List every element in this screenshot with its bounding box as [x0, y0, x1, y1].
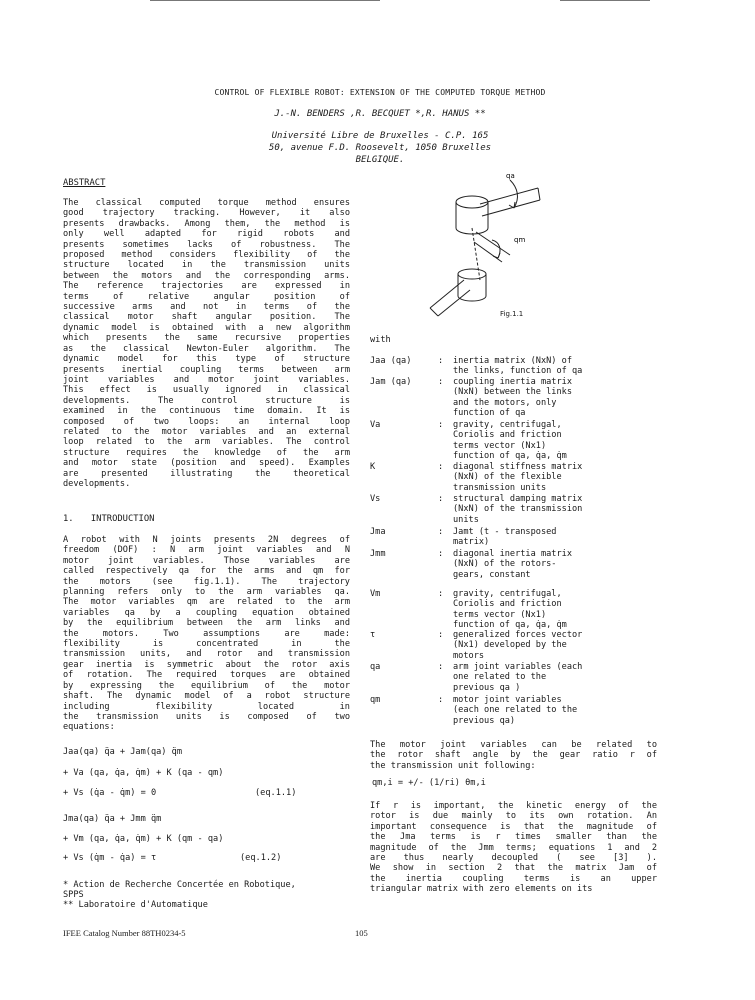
glossary-definition-line: inertia matrix (NxN) of [453, 356, 572, 366]
glossary-symbol: Jaa (qa) [370, 356, 412, 366]
abstract-line: presents inertial coupling terms between arm [63, 364, 350, 375]
abstract-line: presents sometimes lacks of robustness. The [63, 239, 350, 250]
equation-1-line-3: + Vs (q̇a - q̇m) = 0 [63, 788, 157, 798]
glossary-intro: with [370, 335, 391, 345]
abstract-line: proposed method considers flexibility of the [63, 250, 350, 261]
glossary-symbol: Jam (qa) [370, 377, 412, 387]
abstract-heading: ABSTRACT [63, 178, 106, 188]
abstract-line: joint variables and motor joint variables. [63, 374, 350, 385]
figure-label-qm: qm [514, 236, 526, 244]
glossary-colon: : [438, 420, 444, 430]
glossary-definition-line: motor joint variables [453, 695, 562, 705]
glossary-definition-line: (NxN) of the flexible [453, 472, 562, 483]
glossary-definition-line: function of qa, q̇a, q̇m [453, 620, 567, 631]
glossary-definition-line: the links, function of qa [453, 366, 583, 377]
glossary-definition-line: (NxN) between the links [453, 387, 572, 398]
abstract-line: structure located in the transmission units [63, 260, 350, 271]
affiliation-3: BELGIQUE. [355, 155, 405, 165]
right-para1-line: the transmission unit following: [370, 760, 536, 771]
abstract-line: between the motors and the corresponding arms. [63, 270, 350, 281]
footnote-1: * Action de Recherche Concertée en Robotique, [63, 880, 296, 890]
abstract-line: dynamic model for this type of structure [63, 354, 350, 365]
right-para1-line: the rotor shaft angle by the gear ratio r of [370, 750, 657, 761]
glossary-symbol: τ [370, 630, 376, 640]
robot-joint-figure [410, 170, 580, 320]
abstract-line: The reference trajectories are expressed in [63, 281, 350, 292]
glossary-symbol: K [370, 462, 376, 472]
lower-link [430, 280, 464, 308]
glossary-definition-line: arm joint variables (each [453, 662, 583, 672]
axis-line [472, 228, 480, 280]
right-para2-line: the Jma terms is r times smaller than the [370, 832, 657, 843]
intro-line: called respectively qa for the arms and qm for [63, 566, 350, 577]
glossary-colon: : [438, 494, 444, 504]
intro-line: motor joint variables. Those variables are [63, 555, 350, 566]
intro-title: INTRODUCTION [90, 514, 155, 524]
glossary-symbol: qm [370, 695, 381, 705]
intro-line: shaft. The dynamic model of a robot structure [63, 691, 350, 702]
glossary-definition-line: coupling inertia matrix [453, 377, 572, 387]
right-para2-line: are thus nearly decoupled ( see [3] ). [370, 853, 657, 864]
abstract-line: successive arms and not in terms of the [63, 302, 350, 313]
glossary-definition-line: (Nx1) developed by the [453, 640, 567, 651]
equation-1-label: (eq.1.1) [255, 788, 297, 798]
intro-line: the motors. Two assumptions are made: [63, 628, 350, 639]
glossary-colon: : [438, 630, 444, 640]
intro-line: the motors (see fig.1.1). The trajectory [63, 576, 350, 587]
glossary-symbol: Jma [370, 527, 386, 537]
top-rule-left [150, 0, 380, 1]
intro-line: flexibility is concentrated in the [63, 639, 350, 650]
glossary-definition-line: motors [453, 650, 485, 661]
glossary-definition-line: (NxN) of the transmission [453, 504, 583, 515]
right-para2-line: important consequence is that the magnitude of [370, 821, 657, 832]
abstract-line: dynamic model is obtained with a new algorithm [63, 322, 350, 333]
glossary-colon: : [438, 356, 444, 366]
glossary-definition-line: Coriolis and friction [453, 599, 562, 610]
glossary-definition [453, 377, 658, 419]
lower-joint-cylinder-top [458, 269, 486, 279]
glossary-definition [453, 695, 658, 726]
equation-2-label: (eq.1.2) [240, 853, 282, 863]
intro-line: including flexibility located in [63, 701, 350, 712]
intro-line: of rotation. The required torques are obtained [63, 670, 350, 681]
intro-line: equations: [63, 722, 115, 733]
glossary-definition-line: previous qa) [453, 715, 516, 726]
glossary-definition-line: terms vector (Nx1) [453, 440, 547, 451]
glossary-definition-line: matrix) [453, 537, 490, 548]
intro-heading [63, 514, 154, 524]
glossary-definition [453, 589, 658, 631]
abstract-line: as the classical Newton-Euler algorithm. The [63, 343, 350, 354]
abstract-line: and motor state (position and speed). Examples [63, 458, 350, 469]
glossary-symbol: Va [370, 420, 381, 430]
affiliation-1: Université Libre de Bruxelles - C.P. 165 [271, 131, 489, 141]
glossary-colon: : [438, 527, 444, 537]
intro-line: the transmission units is composed of two [63, 711, 350, 722]
equation-1-line-2: + Va (qa, q̇a, q̇m) + K (qa - qm) [63, 768, 224, 778]
equation-2-line-1: Jma(qa) q̈a + Jmm q̈m [63, 814, 162, 824]
glossary-colon: : [438, 377, 444, 387]
intro-line: by the equilibrium between the arm links and [63, 618, 350, 629]
intro-line: The motor variables qm are related to the arm [63, 597, 350, 608]
right-para2-line: triangular matrix with zero elements on its [370, 884, 593, 895]
glossary-definition [453, 630, 658, 661]
glossary-definition-line: diagonal inertia matrix [453, 549, 572, 559]
intro-body [63, 535, 350, 733]
glossary-definition-line: terms vector (Nx1) [453, 609, 547, 620]
glossary-definition-line: Coriolis and friction [453, 430, 562, 441]
intro-line: planning refers only to the arm variables qa. [63, 587, 350, 598]
right-para2-line: We show in section 2 that the matrix Jam of [370, 863, 657, 874]
intro-line: A robot with N joints presents 2N degrees of [63, 535, 350, 545]
glossary-definition-line: one related to the [453, 672, 547, 683]
glossary-definition [453, 549, 658, 580]
glossary-definition-line: and the motors, only [453, 397, 557, 408]
figure-caption: Fig.1.1 [500, 310, 524, 318]
intro-line: by expressing the equilibrium of the motor [63, 680, 350, 691]
glossary-definition-line: units [453, 514, 479, 525]
upper-link [480, 188, 538, 204]
abstract-line: which presents the same recursive properties [63, 333, 350, 344]
gear-ratio-formula: qm,i = +/- (1/ri) θm,i [372, 778, 486, 788]
glossary-definition-line: gears, constant [453, 569, 531, 580]
glossary-definition [453, 494, 658, 525]
authors: J.-N. BENDERS ,R. BECQUET *,R. HANUS ** [274, 109, 486, 119]
page-number: 105 [355, 928, 368, 938]
glossary-symbol: Vs [370, 494, 381, 504]
abstract-line: structure requires the knowledge of the arm [63, 447, 350, 458]
glossary-definition-line: diagonal stiffness matrix [453, 462, 583, 472]
intro-line: gear inertia is symmetric about the rotor axis [63, 659, 350, 670]
glossary-definition-line: generalized forces vector [453, 630, 583, 640]
top-rule-right [560, 0, 650, 1]
glossary-colon: : [438, 695, 444, 705]
paper-title: CONTROL OF FLEXIBLE ROBOT: EXTENSION OF THE COMPUTED TORQUE METHOD [214, 88, 546, 97]
abstract-line: composed of two loops: an internal loop [63, 416, 350, 427]
glossary-definition-line: function of qa [453, 408, 526, 419]
abstract-line: presents drawbacks. Among them, the method is [63, 218, 350, 229]
abstract-line: terms of relative angular position of [63, 291, 350, 302]
right-para1-line: The motor joint variables can be related to [370, 740, 657, 750]
glossary-definition-line: previous qa ) [453, 682, 521, 693]
equation-1-line-1: Jaa(qa) q̈a + Jam(qa) q̈m [63, 747, 182, 757]
equation-2-line-2: + Vm (qa, q̇a, q̇m) + K (qm - qa) [63, 834, 224, 844]
glossary-symbol: Jmm [370, 549, 386, 559]
right-para2-line: rotor is due mainly to its own rotation. An [370, 811, 657, 822]
abstract-line: The classical computed torque method ensures [63, 198, 350, 208]
abstract-line: This effect is usually ignored in classical [63, 385, 350, 396]
footnote-2: SPPS [63, 890, 84, 900]
glossary-definition [453, 662, 658, 693]
right-para2-line: magnitude of the Jmm terms; equations 1 and 2 [370, 842, 657, 853]
intro-number: 1. [63, 514, 74, 524]
glossary-definition-line: gravity, centrifugal, [453, 589, 562, 599]
glossary-definition [453, 420, 658, 462]
glossary-definition-line: function of qa, q̇a, q̇m [453, 451, 567, 462]
intro-line: freedom (DOF) : N arm joint variables and N [63, 545, 350, 556]
abstract-line: only well adapted for rigid robots and [63, 229, 350, 240]
right-para2-line: the inertia coupling terms is an upper [370, 873, 657, 884]
abstract-line: developments. [63, 478, 131, 489]
abstract-line: related to the motor variables and an external [63, 426, 350, 437]
glossary-symbol: qa [370, 662, 381, 672]
upper-joint-cylinder-top [456, 196, 488, 208]
glossary-definition-line: gravity, centrifugal, [453, 420, 562, 430]
intro-line: variables qa by a coupling equation obtained [63, 607, 350, 618]
glossary-definition-line: (NxN) of the rotors- [453, 559, 557, 570]
intro-line: transmission units, and rotor and transmission [63, 649, 350, 660]
equation-2-line-3: + Vs (q̇m - q̇a) = τ [63, 853, 157, 863]
glossary-colon: : [438, 589, 444, 599]
glossary-definition [453, 356, 658, 377]
abstract-line: loop related to the arm variables. The control [63, 437, 350, 448]
glossary-definition [453, 527, 658, 548]
glossary-definition-line: transmission units [453, 482, 547, 493]
glossary-definition-line: Jamt (t - transposed [453, 527, 557, 537]
glossary-colon: : [438, 662, 444, 672]
footnote-3: ** Laboratoire d'Automatique [63, 900, 208, 910]
abstract-line: classical motor shaft angular position. The [63, 312, 350, 323]
glossary-colon: : [438, 462, 444, 472]
glossary-definition-line: (each one related to the [453, 705, 578, 716]
abstract-line: good trajectory tracking. However, it also [63, 208, 350, 219]
glossary-symbol: Vm [370, 589, 381, 599]
footer-catalog: IFEE Catalog Number 88TH0234-5 [63, 928, 186, 938]
abstract-line: developments. The control structure is [63, 395, 350, 406]
affiliation-2: 50, avenue F.D. Roosevelt, 1050 Bruxelles [268, 143, 492, 153]
abstract-line: are presented illustrating the theoretical [63, 468, 350, 479]
abstract-body [63, 198, 350, 489]
glossary-colon: : [438, 549, 444, 559]
abstract-line: examined in the continuous time domain. It is [63, 406, 350, 417]
right-para2-line: If r is important, the kinetic energy of the [370, 801, 657, 811]
right-paragraph-2 [370, 801, 657, 895]
glossary-definition [453, 462, 658, 493]
glossary-definition-line: structural damping matrix [453, 494, 583, 504]
figure-label-qa: qa [506, 172, 515, 180]
right-paragraph-1 [370, 740, 657, 771]
